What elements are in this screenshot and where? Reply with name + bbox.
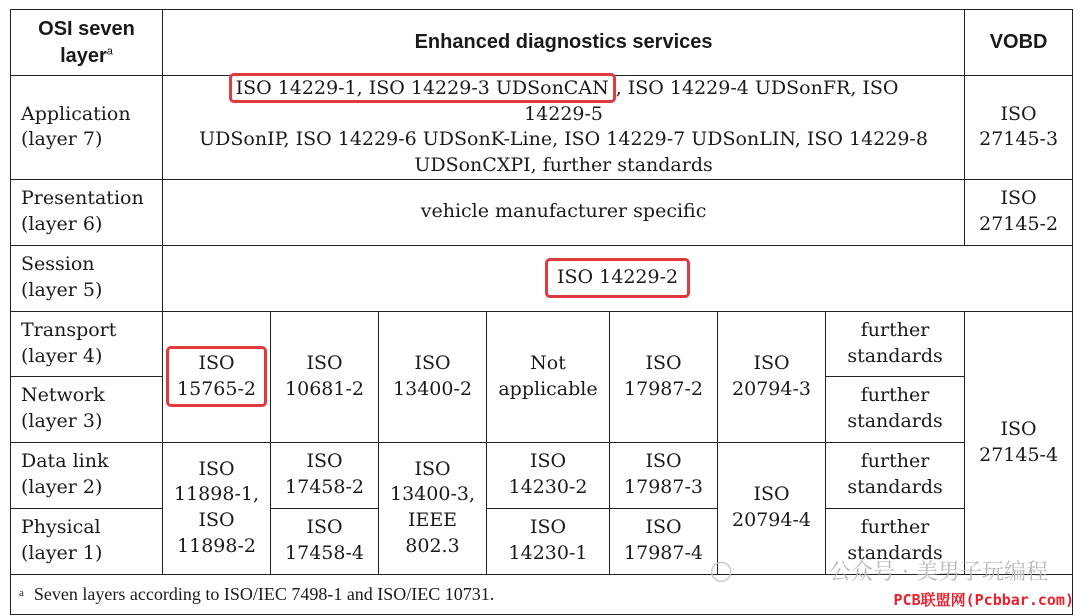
- cell-iso-14230-2: ISO 14230-2: [487, 442, 610, 508]
- cell-further-standards-transport: further standards: [826, 311, 965, 376]
- header-enhanced-diagnostics: Enhanced diagnostics services: [163, 10, 965, 76]
- cell-iso-13400-3: ISO 13400-3, IEEE 802.3: [379, 442, 487, 574]
- row-datalink: [11, 442, 1073, 508]
- osi-table-container: [10, 9, 1072, 615]
- watermark-site: PCB联盟网(Pcbbar.com): [893, 591, 1074, 609]
- osi-table: [10, 9, 1073, 615]
- highlight-udsoncan: ISO 14229-1, ISO 14229-3 UDSonCAN: [229, 73, 616, 103]
- cell-further-standards-physical: further standards: [826, 508, 965, 574]
- header-row: [11, 10, 1073, 76]
- cell-iso-20794-4: ISO 20794-4: [718, 442, 826, 574]
- cell-iso-17987-4: ISO 17987-4: [610, 508, 718, 574]
- vobd-application: ISO 27145-3: [965, 76, 1073, 180]
- footnote: $^a$ Seven layers according to ISO/IEC 7498-1 and ISO/IEC 10731.: [11, 574, 1073, 614]
- highlight-iso-15765-2: ISO 15765-2: [166, 346, 267, 407]
- cell-iso-11898: ISO 11898-1, ISO 11898-2: [163, 442, 271, 574]
- row-transport: [11, 311, 1073, 376]
- cell-iso-15765-2: [163, 311, 271, 442]
- layer-label-session: Session (layer 5): [11, 245, 163, 311]
- cell-not-applicable: Not applicable: [487, 311, 610, 442]
- layer-label-transport: Transport (layer 4): [11, 311, 163, 376]
- vobd-presentation: ISO 27145-2: [965, 179, 1073, 245]
- highlight-iso-14229-2: ISO 14229-2: [545, 258, 690, 298]
- wechat-icon: ◯: [710, 558, 733, 582]
- layer-label-network: Network (layer 3): [11, 376, 163, 442]
- watermark-text: 公众号 · 美男子玩编程: [829, 560, 1048, 585]
- cell-iso-17458-4: ISO 17458-4: [271, 508, 379, 574]
- cell-iso-17458-2: ISO 17458-2: [271, 442, 379, 508]
- vobd-lower-layers: ISO 27145-4: [965, 311, 1073, 574]
- cell-iso-10681-2: ISO 10681-2: [271, 311, 379, 442]
- cell-further-standards-datalink: further standards: [826, 442, 965, 508]
- application-standards: ISO 14229-1, ISO 14229-3 UDSonCAN , ISO 14229-4 UDSonFR, ISO 14229-5 UDSonIP, ISO 14229-6 UDSonK-Line, ISO 14229-7 UDSonLIN, ISO 14229-8 UDSonCXPI, further standards: [163, 76, 965, 180]
- layer-label-datalink: Data link (layer 2): [11, 442, 163, 508]
- cell-iso-14230-1: ISO 14230-1: [487, 508, 610, 574]
- layer-label-physical: Physical (layer 1): [11, 508, 163, 574]
- cell-iso-17987-2: ISO 17987-2: [610, 311, 718, 442]
- layer-label-presentation: Presentation (layer 6): [11, 179, 163, 245]
- row-application: [11, 76, 1073, 180]
- row-presentation: [11, 179, 1073, 245]
- cell-iso-13400-2: ISO 13400-2: [379, 311, 487, 442]
- session-standards: [163, 245, 1073, 311]
- cell-further-standards-network: further standards: [826, 376, 965, 442]
- layer-label-application: Application (layer 7): [11, 76, 163, 180]
- cell-iso-17987-3: ISO 17987-3: [610, 442, 718, 508]
- presentation-standards: vehicle manufacturer specific: [163, 179, 965, 245]
- header-osi-layer: OSI seven layer$^a$: [11, 10, 163, 76]
- cell-iso-20794-3: ISO 20794-3: [718, 311, 826, 442]
- row-session: [11, 245, 1073, 311]
- header-vobd: VOBD: [965, 10, 1073, 76]
